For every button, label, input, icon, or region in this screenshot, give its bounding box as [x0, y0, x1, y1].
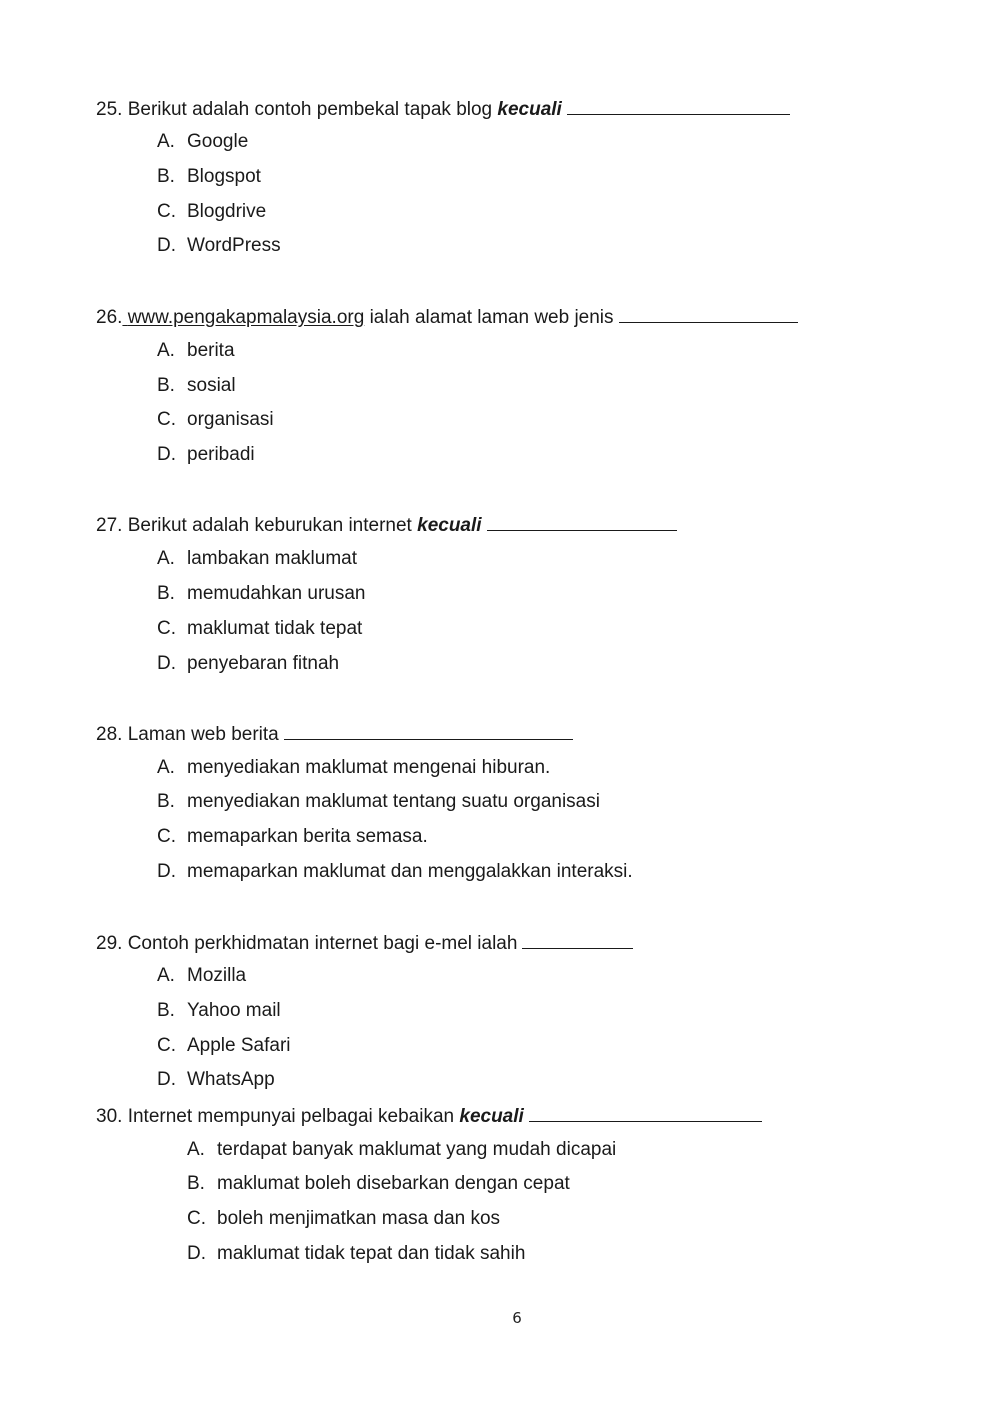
option-text: Mozilla [187, 965, 247, 986]
option-28-a[interactable] [157, 756, 550, 780]
option-text: WordPress [187, 235, 281, 256]
question-number: 26. [96, 307, 123, 328]
option-letter: D. [157, 653, 176, 674]
question-text: Contoh perkhidmatan internet bagi e-mel ialah [127, 933, 518, 954]
answer-blank[interactable] [522, 930, 633, 949]
answer-blank[interactable] [619, 304, 798, 323]
option-text: Blogdrive [187, 201, 267, 222]
option-text: maklumat boleh disebarkan dengan cepat [217, 1173, 570, 1194]
option-letter: D. [157, 861, 176, 882]
question-number: 28. [96, 724, 123, 745]
option-letter: A. [157, 757, 175, 778]
option-letter: C. [157, 826, 176, 847]
option-26-c[interactable] [157, 408, 274, 432]
website-link[interactable] [122, 307, 364, 328]
option-letter: B. [157, 791, 175, 812]
option-30-a[interactable] [187, 1138, 616, 1162]
option-letter: D. [157, 1069, 176, 1090]
question-keyword: kecuali [497, 99, 562, 120]
option-text: lambakan maklumat [187, 548, 358, 569]
option-25-a[interactable] [157, 130, 248, 154]
option-27-c[interactable] [157, 617, 362, 641]
option-26-a[interactable] [157, 339, 235, 363]
option-letter: D. [157, 235, 176, 256]
option-text: berita [187, 340, 235, 361]
question-keyword: kecuali [459, 1106, 524, 1127]
option-text: boleh menjimatkan masa dan kos [217, 1208, 501, 1229]
question-number: 29. [96, 933, 123, 954]
option-30-c[interactable] [187, 1207, 500, 1231]
answer-blank[interactable] [567, 96, 790, 115]
option-text: Yahoo mail [187, 1000, 281, 1021]
question-text: Internet mempunyai pelbagai kebaikan [127, 1106, 455, 1127]
option-text: penyebaran fitnah [187, 653, 340, 674]
option-text: menyediakan maklumat mengenai hiburan. [187, 757, 551, 778]
option-text: Google [187, 131, 249, 152]
option-text: memudahkan urusan [187, 583, 366, 604]
option-30-d[interactable] [187, 1242, 525, 1266]
option-text: memaparkan berita semasa. [187, 826, 428, 847]
option-25-b[interactable] [157, 165, 261, 189]
page-number: 6 [512, 1309, 522, 1327]
question-30 [96, 1103, 762, 1129]
option-text: maklumat tidak tepat dan tidak sahih [217, 1243, 526, 1264]
question-29 [96, 930, 633, 956]
question-text: Berikut adalah keburukan internet [127, 515, 412, 536]
option-letter: C. [157, 618, 176, 639]
option-letter: C. [157, 1035, 176, 1056]
question-number: 25. [96, 99, 123, 120]
option-26-b[interactable] [157, 374, 236, 398]
option-28-d[interactable] [157, 860, 633, 884]
option-25-c[interactable] [157, 200, 266, 224]
option-text: terdapat banyak maklumat yang mudah dicapai [217, 1139, 617, 1160]
question-number: 27. [96, 515, 123, 536]
option-27-b[interactable] [157, 582, 366, 606]
option-text: sosial [187, 375, 236, 396]
answer-blank[interactable] [284, 721, 573, 740]
option-letter: C. [157, 201, 176, 222]
website-link-text: www.pengakapmalaysia.org [127, 307, 365, 328]
option-letter: B. [157, 1000, 175, 1021]
question-keyword: kecuali [417, 515, 482, 536]
option-letter: A. [157, 965, 175, 986]
answer-blank[interactable] [529, 1103, 762, 1122]
option-29-d[interactable] [157, 1068, 275, 1092]
option-29-a[interactable] [157, 964, 246, 988]
option-29-b[interactable] [157, 999, 281, 1023]
question-text: Berikut adalah contoh pembekal tapak blog [127, 99, 493, 120]
option-text: memaparkan maklumat dan menggalakkan interaksi. [187, 861, 633, 882]
question-text: Laman web berita [127, 724, 279, 745]
option-text: Apple Safari [187, 1035, 291, 1056]
option-26-d[interactable] [157, 443, 255, 467]
option-letter: A. [187, 1139, 205, 1160]
option-text: WhatsApp [187, 1069, 275, 1090]
option-text: peribadi [187, 444, 255, 465]
question-28 [96, 721, 573, 747]
option-letter: A. [157, 548, 175, 569]
question-25 [96, 96, 790, 122]
option-letter: B. [157, 583, 175, 604]
option-letter: D. [157, 444, 176, 465]
option-27-d[interactable] [157, 652, 339, 676]
option-28-c[interactable] [157, 825, 428, 849]
option-25-d[interactable] [157, 234, 281, 258]
answer-blank[interactable] [487, 512, 677, 531]
question-text: ialah alamat laman web jenis [369, 307, 614, 328]
option-text: Blogspot [187, 166, 261, 187]
option-27-a[interactable] [157, 547, 357, 571]
option-text: organisasi [187, 409, 274, 430]
option-letter: D. [187, 1243, 206, 1264]
option-letter: A. [157, 131, 175, 152]
question-26 [96, 304, 798, 330]
option-28-b[interactable] [157, 790, 600, 814]
option-30-b[interactable] [187, 1172, 570, 1196]
question-27 [96, 512, 677, 538]
option-letter: C. [157, 409, 176, 430]
option-letter: A. [157, 340, 175, 361]
option-text: maklumat tidak tepat [187, 618, 363, 639]
option-text: menyediakan maklumat tentang suatu organisasi [187, 791, 600, 812]
option-letter: C. [187, 1208, 206, 1229]
option-letter: B. [157, 375, 175, 396]
option-letter: B. [157, 166, 175, 187]
option-29-c[interactable] [157, 1034, 291, 1058]
option-letter: B. [187, 1173, 205, 1194]
question-number: 30. [96, 1106, 123, 1127]
